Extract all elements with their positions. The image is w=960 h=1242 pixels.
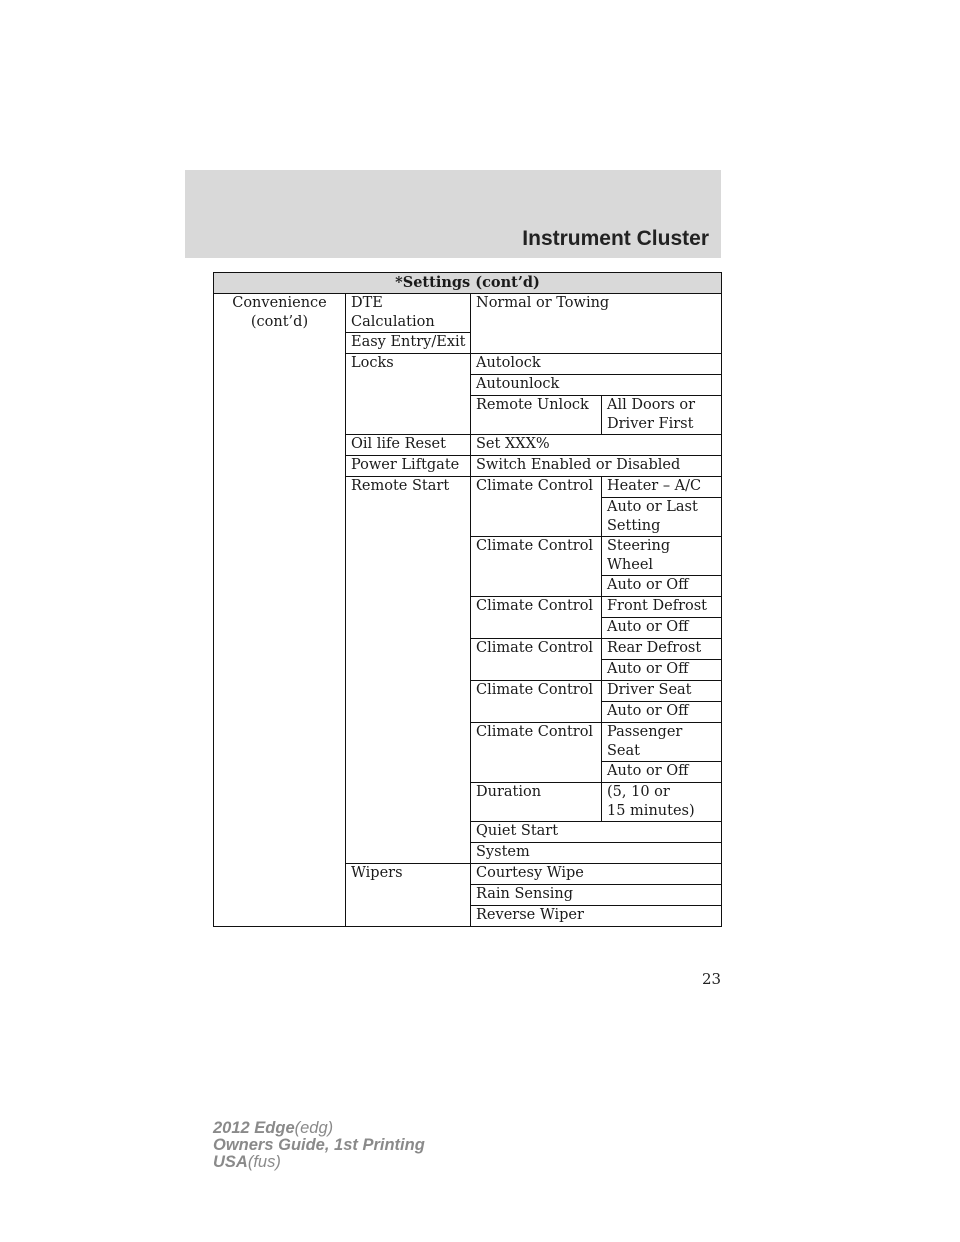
value-cell: Auto or Off (602, 660, 722, 681)
option-cell: Reverse Wiper (471, 906, 722, 927)
footer (213, 1120, 425, 1171)
option-cell: Quiet Start (471, 822, 722, 843)
table-body (214, 294, 722, 927)
option-cell: Climate Control (471, 537, 602, 597)
value-cell: Rear Defrost (602, 639, 722, 660)
value-cell: (5, 10 or 15 minutes) (602, 783, 722, 822)
option-cell: Climate Control (471, 681, 602, 723)
option-cell: Normal or Towing (471, 294, 722, 354)
footer-guide: Owners Guide, 1st Printing (213, 1136, 425, 1154)
category-cell: Convenience (cont’d) (214, 294, 346, 927)
section-header (185, 170, 721, 258)
table-row (214, 294, 722, 333)
table-title: *Settings (cont’d) (214, 273, 722, 294)
option-cell: Climate Control (471, 639, 602, 681)
option-cell: System (471, 843, 722, 864)
value-cell: Driver Seat (602, 681, 722, 702)
option-cell: Set XXX% (471, 435, 722, 456)
option-cell: Switch Enabled or Disabled (471, 456, 722, 477)
setting-cell: Remote Start (346, 477, 471, 864)
page-number: 23 (702, 970, 722, 988)
option-cell: Climate Control (471, 723, 602, 783)
option-cell: Autolock (471, 354, 722, 375)
footer-model-line (213, 1120, 425, 1137)
footer-model: 2012 Edge (213, 1119, 295, 1137)
value-cell: Auto or Off (602, 576, 722, 597)
option-cell: Rain Sensing (471, 885, 722, 906)
option-cell: Remote Unlock (471, 396, 602, 435)
setting-cell: Wipers (346, 864, 471, 927)
option-cell: Courtesy Wipe (471, 864, 722, 885)
option-cell: Duration (471, 783, 602, 822)
value-cell: Passenger Seat (602, 723, 722, 762)
value-cell: Auto or Off (602, 762, 722, 783)
setting-cell: Oil life Reset (346, 435, 471, 456)
setting-cell: Easy Entry/Exit (346, 333, 722, 354)
value-cell: All Doors or Driver First (602, 396, 722, 435)
value-cell: Heater – A/C (602, 477, 722, 498)
setting-cell: DTE Calculation (346, 294, 471, 333)
footer-model-code: (edg) (294, 1119, 334, 1137)
value-cell: Auto or Off (602, 618, 722, 639)
section-title: Instrument Cluster (522, 227, 709, 250)
option-cell: Autounlock (471, 375, 722, 396)
value-cell: Auto or Last Setting (602, 498, 722, 537)
settings-table (213, 272, 722, 927)
setting-cell: Power Liftgate (346, 456, 471, 477)
footer-market: USA (213, 1153, 248, 1171)
value-cell: Steering Wheel (602, 537, 722, 576)
table-header-row (214, 273, 722, 294)
option-cell: Climate Control (471, 477, 602, 537)
footer-market-line (213, 1154, 425, 1171)
value-cell: Front Defrost (602, 597, 722, 618)
footer-market-code: (fus) (247, 1153, 281, 1171)
value-cell: Auto or Off (602, 702, 722, 723)
option-cell: Climate Control (471, 597, 602, 639)
setting-cell: Locks (346, 354, 471, 435)
